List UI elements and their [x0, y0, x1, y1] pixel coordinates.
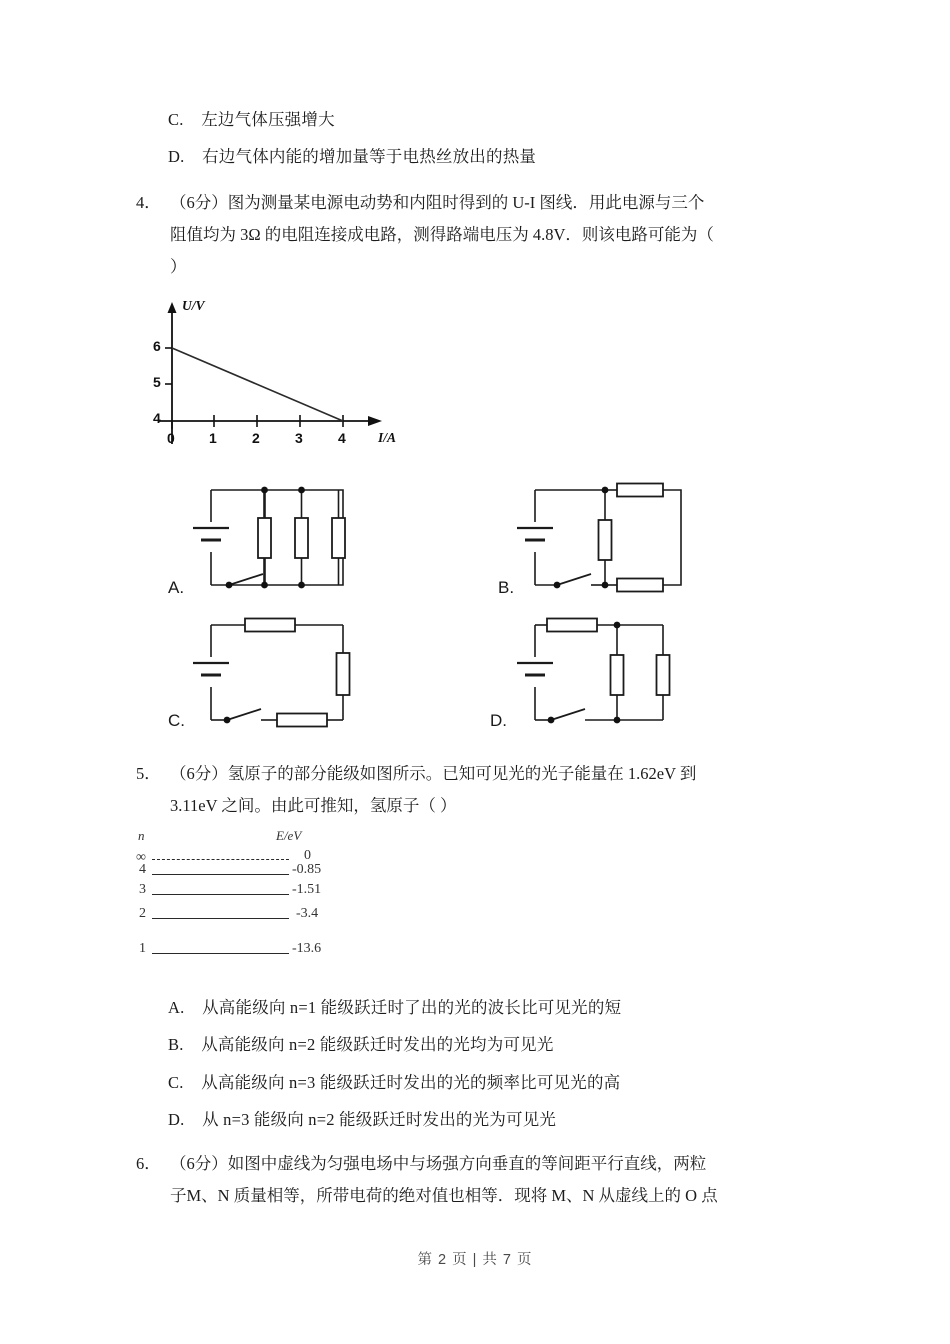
question-number: 4．	[136, 193, 161, 212]
circuit-label-b: B.	[498, 578, 515, 597]
question-4	[136, 187, 856, 283]
energy-level-n: 1	[139, 941, 146, 956]
x-tick-label-3: 3	[295, 430, 303, 446]
y-tick-label-6: 6	[153, 338, 161, 354]
question-text	[170, 758, 866, 822]
option-text: 从高能级向 n=3 能级跃迁时发出的光的频率比可见光的高	[201, 1073, 621, 1092]
energy-level-line-1	[152, 953, 289, 954]
ui-data-line	[172, 348, 343, 421]
question-6	[136, 1148, 876, 1212]
question-line: 子M、N 质量相等，所带电荷的绝对值也相等．现将 M、N 从虚线上的 O 点	[170, 1186, 718, 1205]
switch-pivot	[554, 582, 561, 589]
circuit-option-c	[165, 615, 365, 730]
energy-level-n: 4	[139, 862, 146, 877]
q5-option-d	[168, 1108, 556, 1133]
circuit-option-a	[165, 480, 365, 595]
question-line: （6分）如图中虚线为匀强电场中与场强方向垂直的等间距平行直线，两粒	[170, 1154, 707, 1173]
q5-option-a	[168, 996, 621, 1021]
y-tick-label-5: 5	[153, 374, 161, 390]
junction-dot	[614, 622, 621, 629]
question-number: 5．	[136, 764, 161, 783]
x-tick-label-4: 4	[338, 430, 346, 446]
circuit-d-svg	[487, 615, 687, 730]
switch-pivot	[226, 582, 233, 589]
circuit-option-b	[495, 480, 695, 595]
energy-level-value: -13.6	[292, 941, 322, 956]
y-axis-arrow	[168, 302, 177, 313]
option-label: D.	[168, 1110, 185, 1129]
question-text	[170, 187, 856, 283]
circuit-c-svg	[165, 615, 365, 730]
energy-level-value: -1.51	[292, 882, 322, 897]
energy-level-n: 2	[139, 906, 146, 921]
q5-option-c	[168, 1071, 620, 1096]
junction-dot	[602, 582, 609, 589]
option-text: 从高能级向 n=2 能级跃迁时发出的光均为可见光	[201, 1035, 554, 1054]
circuit-b-svg	[495, 480, 695, 595]
question-line: 阻值均为 3Ω 的电阻连接成电路，测得路端电压为 4.8V．则该电路可能为（	[170, 225, 714, 244]
x-tick-label-0: 0	[167, 430, 175, 446]
question-line: ）	[170, 257, 187, 276]
question-line: （6分）氢原子的部分能级如图所示。已知可见光的光子能量在 1.62eV 到	[170, 764, 697, 783]
question-text	[170, 1148, 876, 1212]
option-label: D.	[168, 147, 185, 166]
energy-level-diagram	[136, 828, 366, 968]
x-axis-label: I/A	[378, 430, 397, 445]
x-tick-label-1: 1	[209, 430, 217, 446]
junction-dot	[602, 487, 609, 494]
question-line: （6分）图为测量某电源电动势和内阻时得到的 U‑I 图线．用此电源与三个	[170, 193, 705, 212]
option-text: 左边气体压强增大	[201, 110, 335, 129]
switch-pivot	[224, 717, 231, 724]
q3-option-d	[168, 145, 536, 170]
circuit-a-svg	[165, 480, 365, 595]
ui-graph-svg	[150, 296, 410, 456]
option-text: 从 n=3 能级向 n=2 能级跃迁时发出的光为可见光	[202, 1110, 557, 1129]
option-label: A.	[168, 998, 185, 1017]
energy-level-line-2	[152, 918, 289, 919]
option-label: C.	[168, 1073, 184, 1092]
energy-level-n: 3	[139, 882, 146, 897]
x-axis-arrow	[368, 416, 382, 426]
option-text: 右边气体内能的增加量等于电热丝放出的热量	[202, 147, 537, 166]
junction-dot	[614, 717, 621, 724]
option-label: C.	[168, 110, 184, 129]
page-footer: 第 2 页 | 共 7 页	[417, 1252, 533, 1268]
q3-option-c	[168, 108, 335, 133]
question-5	[136, 758, 866, 822]
circuit-label-c: C.	[168, 711, 185, 730]
junction-dot	[261, 582, 268, 589]
circuit-label-d: D.	[490, 711, 507, 730]
junction-dot	[261, 487, 268, 494]
circuit-label-a: A.	[168, 578, 185, 597]
ui-graph	[150, 296, 410, 456]
x-tick-label-2: 2	[252, 430, 260, 446]
energy-level-line-3	[152, 894, 289, 895]
option-label: B.	[168, 1035, 184, 1054]
q5-option-b	[168, 1033, 554, 1058]
circuit-option-d	[487, 615, 687, 730]
junction-dot	[298, 487, 305, 494]
energy-level-line-inf	[152, 859, 289, 860]
energy-level-line-4	[152, 874, 289, 875]
switch-pivot	[548, 717, 555, 724]
question-number: 6．	[136, 1154, 161, 1173]
junction-dot	[298, 582, 305, 589]
energy-level-value: -3.4	[296, 906, 319, 921]
energy-header-e: E/eV	[276, 828, 302, 843]
energy-level-value: 0	[304, 848, 311, 863]
y-axis-label: U/V	[182, 298, 205, 313]
y-tick-label-4: 4	[153, 410, 161, 426]
question-line: 3.11eV 之间。由此可推知，氢原子（ ）	[170, 796, 457, 815]
energy-level-n: ∞	[136, 850, 146, 865]
energy-level-value: -0.85	[292, 862, 322, 877]
energy-header-n: n	[138, 828, 145, 843]
option-text: 从高能级向 n=1 能级跃迁时了出的光的波长比可见光的短	[202, 998, 622, 1017]
